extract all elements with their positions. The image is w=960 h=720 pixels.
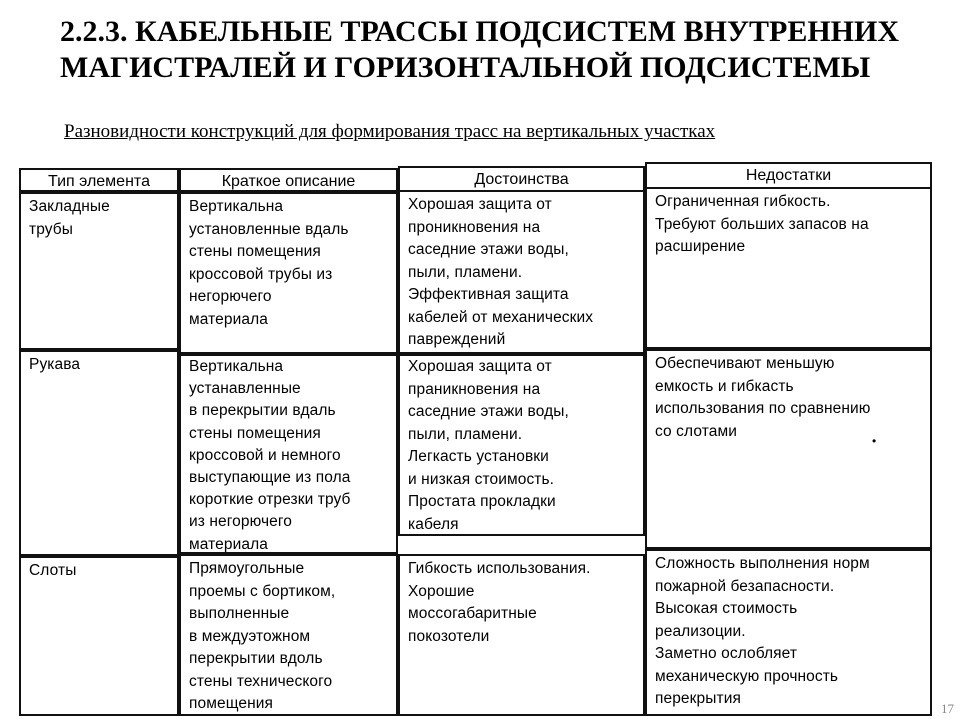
text-line: Хорошая защита от	[408, 358, 552, 375]
row-2-description	[179, 352, 398, 554]
slide-title-line-1: 2.2.3. КАБЕЛЬНЫЕ ТРАССЫ ПОДСИСТЕМ ВНУТРЕННИХ	[60, 15, 900, 48]
text-line: из негорючего	[189, 513, 293, 531]
text-line: проемы с бортиком,	[189, 582, 336, 600]
text-line: стены помещения	[189, 243, 321, 260]
text-line: использования по сравнению	[655, 400, 871, 417]
text-line: перекрытии вдоль	[189, 650, 323, 667]
text-line: пожарной безапасности.	[655, 577, 835, 595]
text-line: и низкая стоимость.	[408, 470, 555, 488]
text-line: кроссовой и немного	[189, 446, 341, 464]
page-number: 17	[941, 701, 954, 716]
text-line: Рукава	[29, 356, 81, 373]
text-line: расширение	[655, 238, 746, 255]
row-1-disadvantages	[645, 187, 932, 349]
table-caption: Разновидности конструкций для формирования трасс на вертикальных участках	[64, 121, 716, 142]
row-1-description	[179, 192, 398, 356]
header-type: Тип элемента	[19, 168, 179, 192]
text-line: Прямоугольные	[189, 560, 305, 577]
text-line: со слотами	[655, 422, 737, 440]
text-line: устанавленные	[189, 380, 301, 398]
text-line: Вертикальна	[189, 358, 284, 375]
text-line: Ограниченная гибкость.	[655, 193, 831, 210]
text-line: выступающие из пола	[189, 469, 351, 487]
row-3-disadvantages	[645, 549, 932, 716]
row-2-advantages	[398, 352, 645, 536]
header-advantages: Достоинства	[398, 166, 645, 192]
text-line: праникновения на	[408, 380, 541, 398]
text-line: установленные вдаль	[189, 220, 349, 238]
text-line: негорючего	[189, 288, 272, 305]
row-3-advantages	[398, 554, 645, 716]
stray-mark: •	[872, 434, 877, 448]
text-line: Заметно ослобляет	[655, 645, 798, 662]
header-disadvantages: Недостатки	[645, 162, 932, 189]
header-description: Краткое описание	[179, 168, 398, 192]
text-line: Гибкость использования.	[408, 560, 591, 577]
text-line: короткие отрезки труб	[189, 491, 351, 509]
row-2-type	[19, 350, 179, 556]
slide-title	[60, 14, 950, 86]
row-3-type	[19, 556, 179, 716]
text-line: Легкасть установки	[408, 448, 549, 465]
text-line: емкость и гибкасть	[655, 377, 794, 395]
text-line: в перекрытии вдаль	[189, 402, 336, 420]
text-line: кабелей от механических	[408, 308, 594, 326]
text-line: механическую прочность	[655, 667, 839, 685]
text-line: в междуэтожном	[189, 627, 311, 645]
text-line: Простата прокладки	[408, 493, 556, 510]
text-line: проникновения на	[408, 218, 541, 236]
text-line: Требуют больших запасов на	[655, 215, 869, 233]
text-line: стены технического	[189, 672, 333, 690]
row-2-disadvantages	[645, 349, 932, 549]
text-line: пыли, пламени.	[408, 425, 523, 443]
text-line: Закладные	[29, 198, 110, 215]
text-line: моссогабаритные	[408, 605, 537, 622]
text-line: реализоции.	[655, 622, 746, 640]
row-1-type	[19, 192, 179, 350]
comparison-table	[19, 162, 932, 716]
row-3-description	[179, 554, 398, 716]
text-line: помещения	[189, 695, 274, 712]
text-line: покозотели	[408, 627, 490, 645]
text-line: кроссовой трубы из	[189, 265, 333, 283]
text-line: пыли, пламени.	[408, 263, 523, 281]
text-line: саседние этажи воды,	[408, 241, 569, 258]
text-line: Обеспечивают меньшую	[655, 355, 835, 372]
text-line: материала	[189, 310, 268, 328]
text-line: Слоты	[29, 562, 77, 579]
text-line: Эффективная защита	[408, 286, 569, 303]
text-line: стены помещения	[189, 424, 321, 442]
row-1-advantages	[398, 190, 645, 356]
text-line: трубы	[29, 220, 73, 238]
text-line: материала	[189, 535, 268, 553]
text-line: Хорошие	[408, 582, 475, 600]
text-line: Высокая стоимость	[655, 600, 798, 617]
text-line: Сложность выполнения норм	[655, 555, 870, 572]
slide-title-line-2: МАГИСТРАЛЕЙ И ГОРИЗОНТАЛЬНОЙ ПОДСИСТЕМЫ	[60, 51, 871, 84]
text-line: кабеля	[408, 515, 459, 533]
text-line: выполненные	[189, 605, 290, 622]
text-line: Вертикальна	[189, 198, 284, 215]
text-line: перекрытия	[655, 690, 741, 707]
text-line: Хорошая защита от	[408, 196, 552, 213]
text-line: саседние этажи воды,	[408, 403, 569, 420]
text-line: павреждений	[408, 331, 506, 348]
